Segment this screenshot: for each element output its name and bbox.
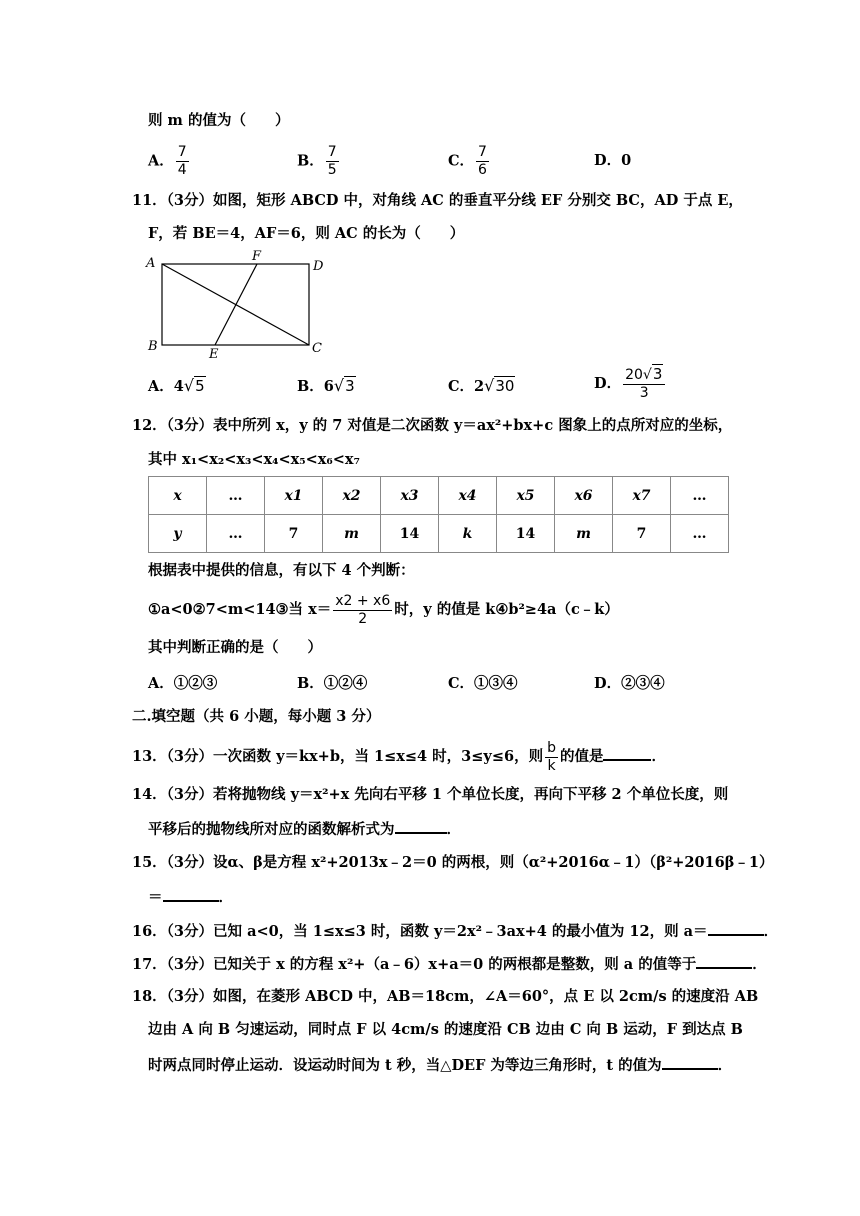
answer-blank[interactable] bbox=[163, 886, 219, 902]
table-cell: … bbox=[207, 477, 265, 515]
q12-table bbox=[148, 476, 729, 553]
label-f: F bbox=[252, 249, 262, 264]
q12-line2: 其中 x₁<x₂<x₃<x₄<x₅<x₆<x₇ bbox=[148, 451, 360, 468]
q11-option-d[interactable]: D． $\frac{20√3}{3}$ bbox=[594, 366, 667, 402]
q14-line1: 14．（3分）若将抛物线 y＝x²+x 先向右平移 1 个单位长度，再向下平移 2 个单位长度，则 bbox=[132, 786, 729, 803]
q12-option-b[interactable]: B．①②④ bbox=[297, 675, 368, 692]
q11-option-a[interactable]: A．4√5 bbox=[148, 376, 205, 395]
q16-text: 16．（3分）已知 a<0，当 1≤x≤3 时，函数 y＝2x²﹣3ax+4 的最小值为 12，则 a＝ ． bbox=[132, 920, 778, 942]
q11-line2: F，若 BE＝4，AF＝6，则 AC 的长为（ ） bbox=[148, 225, 465, 242]
q15-line1: 15．（3分）设α、β是方程 x²+2013x﹣2＝0 的两根，则（α²+2016α﹣1）（β²+2016β﹣1） bbox=[132, 854, 774, 871]
label-c: C bbox=[312, 341, 322, 356]
q15-line2: ＝ ． bbox=[148, 886, 233, 908]
q18-line1: 18．（3分）如图，在菱形 ABCD 中，AB＝18cm，∠A＝60°，点 E 以 2cm/s 的速度沿 AB bbox=[132, 988, 759, 1005]
q11-line1: 11．（3分）如图，矩形 ABCD 中，对角线 AC 的垂直平分线 EF 分别交 BC，AD 于点 E， bbox=[132, 192, 743, 209]
answer-blank[interactable] bbox=[662, 1054, 718, 1070]
q18-line2: 边由 A 向 B 匀速运动，同时点 F 以 4cm/s 的速度沿 CB 边由 C 向 B 运动，F 到达点 B bbox=[148, 1021, 743, 1038]
q18-line3: 时两点同时停止运动．设运动时间为 t 秒，当△DEF 为等边三角形时，t 的值为 ． bbox=[148, 1054, 732, 1076]
fraction: $\frac{7}{6}$ bbox=[478, 144, 487, 178]
q11-option-c[interactable]: C．2√30 bbox=[448, 376, 515, 395]
answer-blank[interactable] bbox=[708, 920, 764, 936]
table-cell: … bbox=[671, 515, 729, 553]
fraction: $\frac{b}{k}$ bbox=[547, 739, 556, 774]
table-cell: 14 bbox=[381, 515, 439, 553]
answer-blank[interactable] bbox=[696, 953, 752, 969]
q10-option-c[interactable]: C． $\frac{7}{6}$ bbox=[448, 144, 487, 178]
table-cell: x2 bbox=[323, 477, 381, 515]
table-row bbox=[149, 477, 729, 515]
q10-stem: 则 m 的值为（ ） bbox=[148, 112, 290, 129]
table-row bbox=[149, 515, 729, 553]
table-cell: 14 bbox=[497, 515, 555, 553]
table-cell: x4 bbox=[439, 477, 497, 515]
answer-blank[interactable] bbox=[395, 818, 447, 834]
q12-option-a[interactable]: A．①②③ bbox=[148, 675, 218, 692]
q12-judgements: ①a<0②7<m<14③当 x＝ $\frac{x2 + x6}{2}$ 时，y 的值是 k④b²≥4a（c﹣k） bbox=[148, 592, 619, 627]
q17-text: 17．（3分）已知关于 x 的方程 x²+（a﹣6）x+a＝0 的两根都是整数，则 a 的值等于 ． bbox=[132, 953, 767, 975]
q13-text: 13．（3分）一次函数 y＝kx+b，当 1≤x≤4 时，3≤y≤6，则 $\frac{b}{k}$ 的值是 ． bbox=[132, 739, 666, 774]
table-cell: m bbox=[555, 515, 613, 553]
q12-line3: 根据表中提供的信息，有以下 4 个判断： bbox=[148, 562, 415, 579]
table-cell: 7 bbox=[265, 515, 323, 553]
fraction: $\frac{7}{4}$ bbox=[177, 144, 187, 178]
table-cell: x3 bbox=[381, 477, 439, 515]
table-cell: y bbox=[149, 515, 207, 553]
table-cell: x7 bbox=[613, 477, 671, 515]
table-cell: x5 bbox=[497, 477, 555, 515]
q12-option-d[interactable]: D．②③④ bbox=[594, 675, 665, 692]
table-cell: x bbox=[149, 477, 207, 515]
q10-option-d[interactable]: D．0 bbox=[594, 152, 632, 169]
fraction: $\frac{x2 + x6}{2}$ bbox=[335, 592, 391, 627]
q14-line2: 平移后的抛物线所对应的函数解析式为 ． bbox=[148, 818, 461, 840]
q10-option-b[interactable]: B． $\frac{7}{5}$ bbox=[297, 144, 337, 178]
table-cell: … bbox=[671, 477, 729, 515]
table-cell: x6 bbox=[555, 477, 613, 515]
label-d: D bbox=[313, 259, 324, 274]
rectangle-figure bbox=[140, 246, 340, 364]
q12-line1: 12．（3分）表中所列 x，y 的 7 对值是二次函数 y＝ax²+bx+c 图象上的点所对应的坐标， bbox=[132, 417, 733, 434]
table-cell: 7 bbox=[613, 515, 671, 553]
table-cell: k bbox=[439, 515, 497, 553]
label-a: A bbox=[146, 256, 156, 271]
q10-option-a[interactable]: A． $\frac{7}{4}$ bbox=[148, 144, 187, 178]
table-cell: … bbox=[207, 515, 265, 553]
label-b: B bbox=[148, 339, 158, 354]
answer-blank[interactable] bbox=[603, 745, 651, 761]
fraction: $\frac{20√3}{3}$ bbox=[623, 366, 665, 402]
q11-option-b[interactable]: B．6√3 bbox=[297, 376, 355, 395]
table-cell: x1 bbox=[265, 477, 323, 515]
q12-line5: 其中判断正确的是（ ） bbox=[148, 639, 322, 656]
section-heading: 二.填空题（共 6 小题，每小题 3 分） bbox=[132, 708, 381, 725]
table-cell: m bbox=[323, 515, 381, 553]
label-e: E bbox=[209, 347, 219, 362]
q12-option-c[interactable]: C．①③④ bbox=[448, 675, 518, 692]
fraction: $\frac{7}{5}$ bbox=[327, 144, 337, 178]
